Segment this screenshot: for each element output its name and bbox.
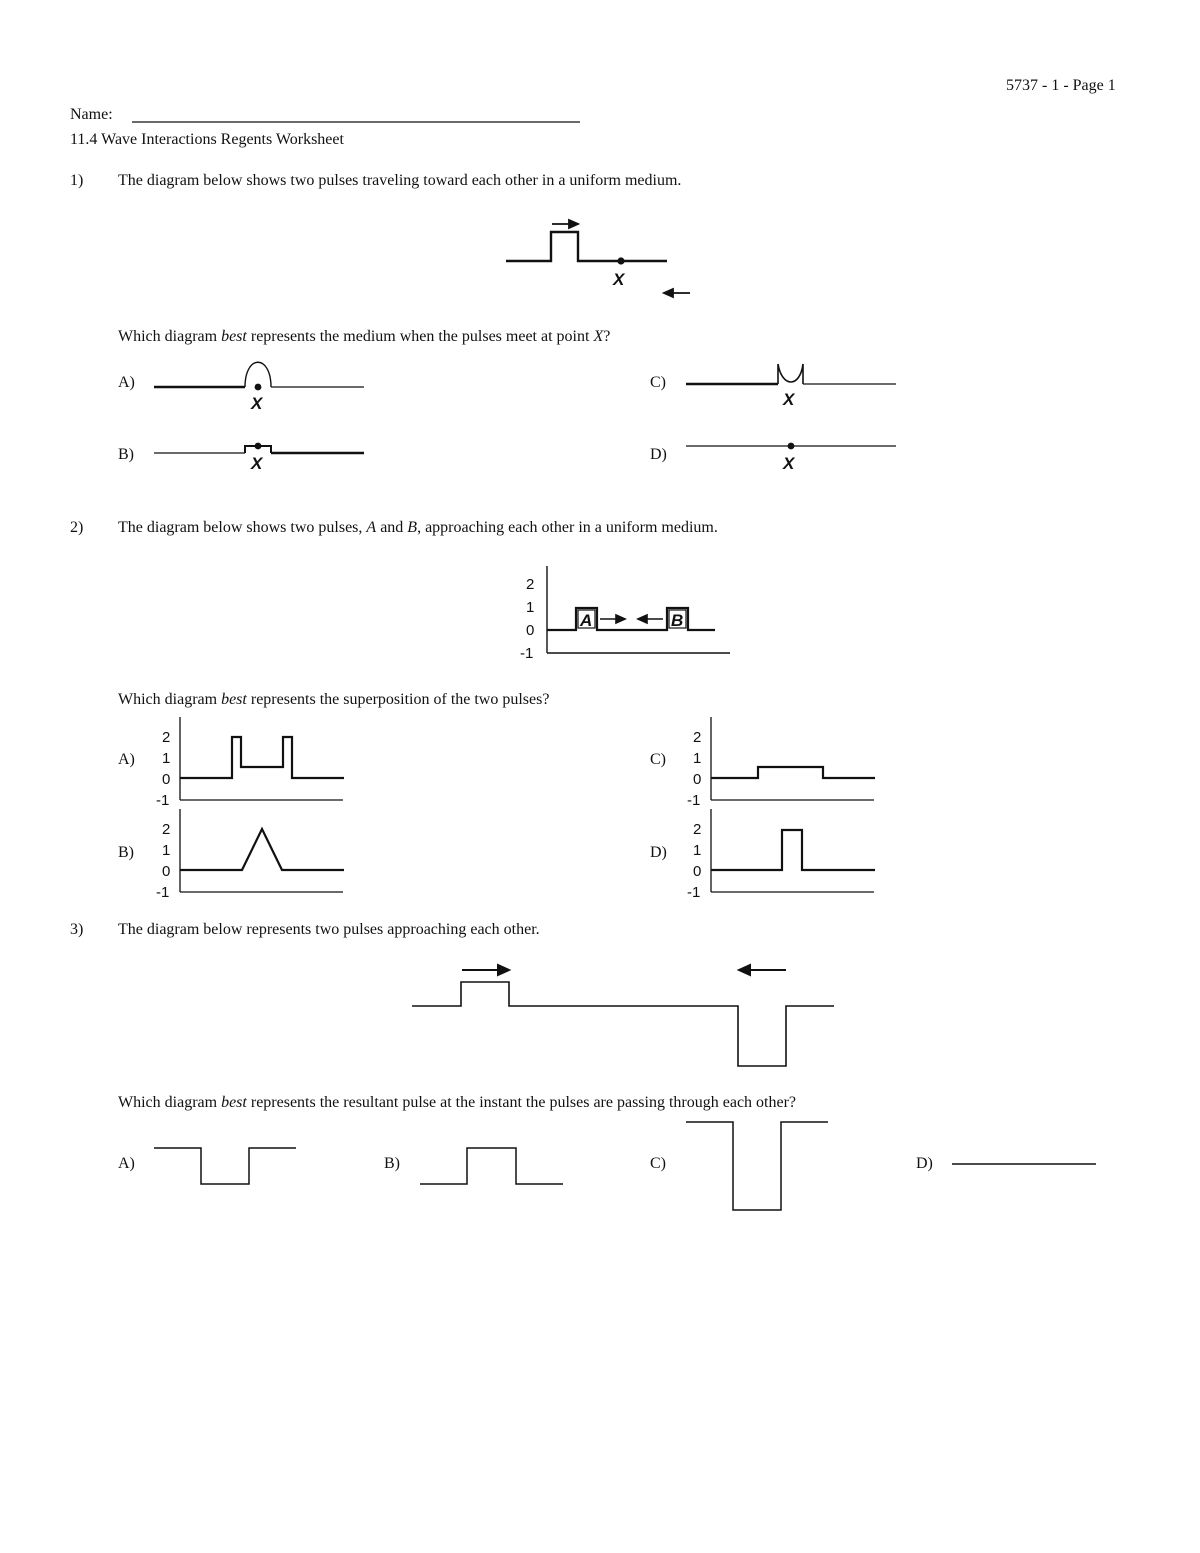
q2-stem: The diagram below shows two pulses, A and B, approaching each other in a uniform medium.	[118, 519, 718, 536]
q1-choice-d-x-label: X	[783, 454, 795, 473]
q1-choice-b-x-label: X	[251, 454, 263, 473]
q2-choice-c-label[interactable]: C)	[650, 751, 666, 768]
q2-pulse-a-label: A	[580, 611, 593, 630]
q2-pulse-b-label: B	[671, 611, 684, 630]
svg-text:1: 1	[693, 750, 702, 767]
q2-choice-b-label[interactable]: B)	[118, 844, 134, 861]
q2-axis-tick-2: 2	[526, 576, 535, 593]
svg-text:0: 0	[693, 863, 702, 880]
q3-number: 3)	[70, 921, 84, 938]
svg-text:0: 0	[162, 863, 171, 880]
svg-text:-1: -1	[156, 792, 170, 809]
svg-text:0: 0	[693, 771, 702, 788]
svg-text:2: 2	[693, 821, 702, 838]
q2-number: 2)	[70, 519, 84, 536]
q1-choice-d-label[interactable]: D)	[650, 446, 667, 463]
q3-choice-a-diagram	[154, 1148, 296, 1184]
q1-prompt: Which diagram best represents the medium when the pulses meet at point X?	[118, 328, 611, 345]
q1-choice-a-label[interactable]: A)	[118, 374, 135, 391]
svg-text:-1: -1	[156, 884, 170, 901]
svg-text:0: 0	[162, 771, 171, 788]
svg-text:1: 1	[162, 842, 171, 859]
svg-text:2: 2	[693, 729, 702, 746]
q3-choice-c-label[interactable]: C)	[650, 1155, 666, 1172]
svg-text:1: 1	[693, 842, 702, 859]
q3-choice-b-diagram	[420, 1148, 563, 1184]
q3-prompt: Which diagram best represents the resultant pulse at the instant the pulses are passing through each other?	[118, 1094, 797, 1111]
svg-text:-1: -1	[687, 792, 701, 809]
q3-choice-c-diagram	[686, 1122, 828, 1210]
svg-text:2: 2	[162, 821, 171, 838]
q2-prompt: Which diagram best represents the superposition of the two pulses?	[118, 691, 550, 708]
q3-choice-d-label[interactable]: D)	[916, 1155, 933, 1172]
q1-stem: The diagram below shows two pulses traveling toward each other in a uniform medium.	[118, 172, 682, 189]
svg-text:1: 1	[162, 750, 171, 767]
q1-choice-c-x-label: X	[783, 390, 795, 409]
q3-choice-b-label[interactable]: B)	[384, 1155, 400, 1172]
q2-axis-tick-1: 1	[526, 599, 535, 616]
q3-choice-a-label[interactable]: A)	[118, 1155, 135, 1172]
q2-axis-tick-0: 0	[526, 622, 535, 639]
q2-axis-tick-minus1: -1	[520, 645, 534, 662]
worksheet-title: 11.4 Wave Interactions Regents Worksheet	[70, 131, 344, 148]
q1-point-x-label: X	[613, 270, 625, 289]
page-number-label: 5737 - 1 - Page 1	[1006, 77, 1116, 94]
q2-choice-d-label[interactable]: D)	[650, 844, 667, 861]
q2-choice-a-label[interactable]: A)	[118, 751, 135, 768]
q1-choice-c-label[interactable]: C)	[650, 374, 666, 391]
q1-number: 1)	[70, 172, 84, 189]
q1-choice-b-label[interactable]: B)	[118, 446, 134, 463]
q3-stem: The diagram below represents two pulses approaching each other.	[118, 921, 540, 938]
svg-text:-1: -1	[687, 884, 701, 901]
svg-text:2: 2	[162, 729, 171, 746]
q1-choice-a-x-label: X	[251, 394, 263, 413]
name-label: Name:	[70, 106, 113, 123]
